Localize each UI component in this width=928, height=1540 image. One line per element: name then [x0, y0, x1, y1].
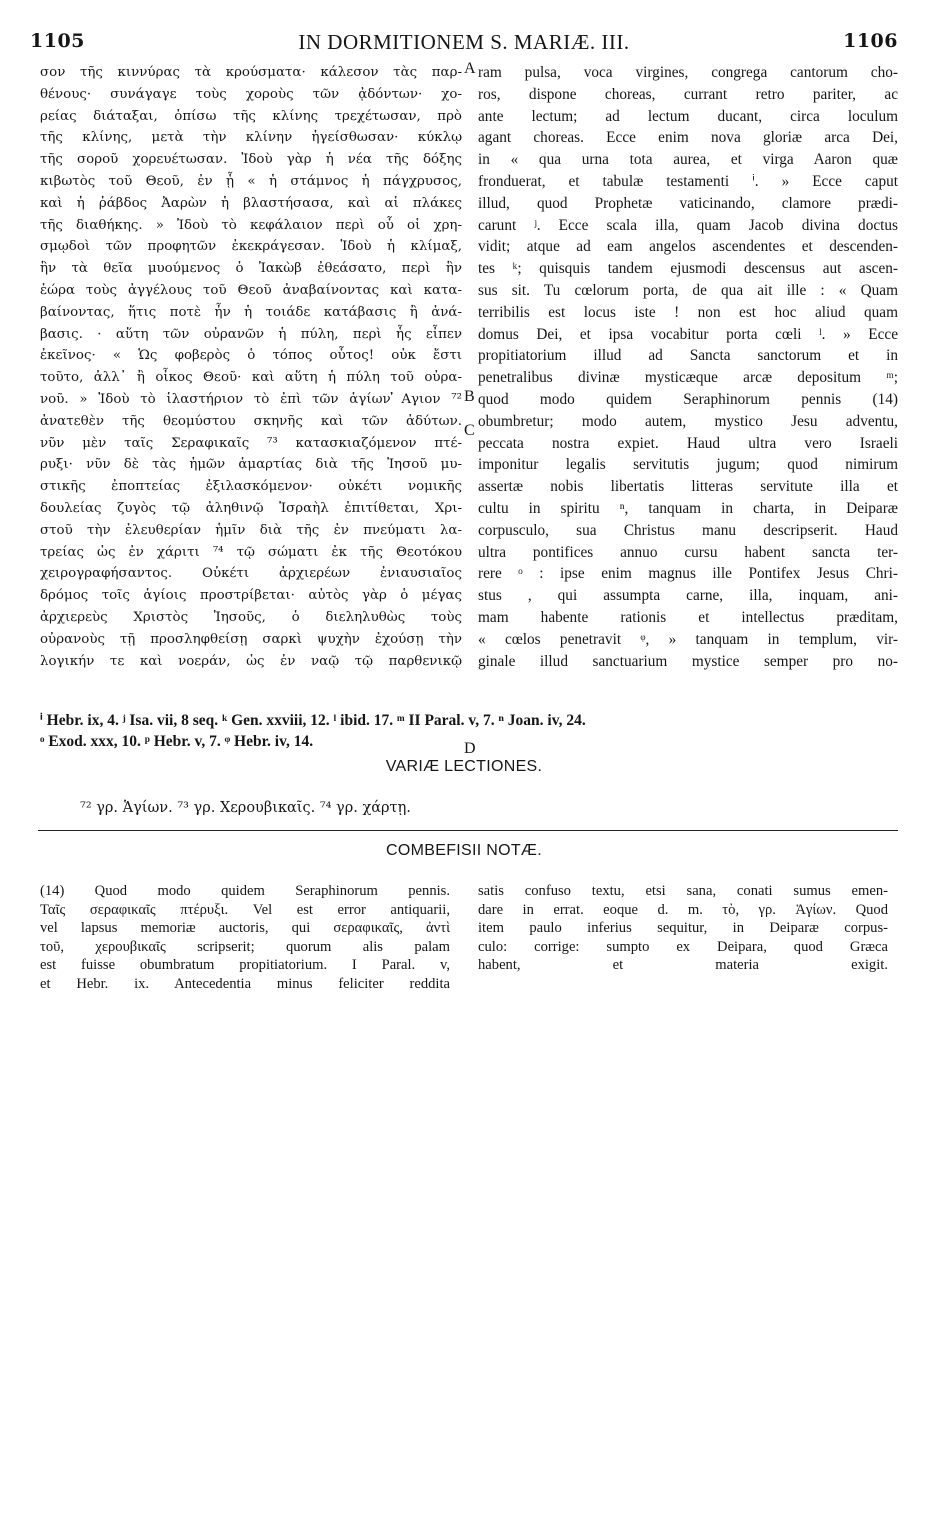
text-line: ἐκεῖνος· « Ὡς φοβερὸς ὁ τόπος οὗτος! οὐκ ἔστι — [40, 348, 462, 364]
text-line: ante lectum; ad lectum ducant, circa loculum — [478, 107, 898, 125]
text-line: ἑώρα τοὺς ἀγγέλους τοῦ Θεοῦ ἀναβαίνοντας καὶ κατα- — [40, 282, 462, 298]
latin-text-column — [478, 62, 898, 670]
text-line: βαίνοντας, ἥτις ποτὲ ἦν ἡ τοιάδε κατάβασις ἢ ἀνά- — [40, 304, 462, 320]
text-line: fronduerat, et tabulæ testamenti ⁱ. » Ecce caput — [478, 172, 898, 190]
text-line: sus sit. Tu cœlorum porta, de qua ait ille : « Quam — [478, 281, 898, 299]
text-line: στοῦ τὴν ἐλευθερίαν ἡμῖν διὰ τῆς ἐν πνεύματι λα- — [40, 522, 462, 538]
margin-letter-a: A — [464, 60, 476, 77]
text-line: τοῦτο, ἀλλ᾽ ἢ οἶκος Θεοῦ· καὶ αὕτη ἡ πύλη τοῦ οὐρα- — [40, 370, 462, 386]
text-line: (14) Quod modo quidem Seraphinorum pennis. — [40, 883, 450, 899]
text-line: illud, quod Prophetæ vaticinando, clamore prædi- — [478, 194, 898, 212]
text-line: ros, dispone choreas, currant retro pariter, ac — [478, 85, 898, 103]
text-line: agant choreas. Ecce enim nova gloriæ arca Dei, — [478, 129, 898, 147]
text-line: corpusculo, sua Christus manu descripserit. Haud — [478, 521, 898, 539]
text-line: τοῦ, χερουβικαῖς scripserit; quorum alis palam — [40, 938, 450, 955]
footnote-line: ⁱ Hebr. ix, 4. ʲ Isa. vii, 8 seq. ᵏ Gen. xxviii, 12. ˡ ibid. 17. ᵐ II Paral. v, 7. ⁿ Joan. iv, 24. — [40, 712, 586, 729]
text-line: νοῦ. » Ἰδοὺ τὸ ἱλαστήριον τὸ ἐπὶ τῶν ἁγίων ̓̓Αγιον ⁷² — [40, 391, 462, 407]
text-line: vidit; atque ad eam angelos ascendentes et descenden- — [478, 238, 898, 256]
text-line: est fuisse obumbratum propitiatorium. I Paral. v, — [40, 957, 450, 974]
text-line: χειρογραφήσαντος. Οὐκέτι ἀρχιερέων ἐνιαυσιαῖος — [40, 566, 462, 582]
page-number-left: 1105 — [30, 30, 85, 52]
text-line: ρείας διάταξαι, ὀπίσω τῆς κλίνης τρεχέτωσαν, πρὸ — [40, 108, 462, 124]
notes-column-left — [40, 882, 450, 994]
text-line: τῆς σοροῦ χορευέτωσαν. Ἰδοὺ γὰρ ἡ νέα τῆς δόξης — [40, 152, 462, 168]
text-line: νῦν μὲν ταῖς Σεραφικαῖς ⁷³ κατασκιαζόμενον πτέ- — [40, 435, 462, 451]
text-line: ultra pontifices annuo cursu habent sancta ter- — [478, 543, 898, 561]
section-rule — [38, 830, 898, 831]
text-line: domus Dei, et ipsa vocabitur porta cœli ˡ. » Ecce — [478, 325, 898, 343]
text-line: terribilis est locus iste ! non est hoc aliud quam — [478, 303, 898, 321]
text-line: in « qua urna tota aurea, et virga Aaron quæ — [478, 151, 898, 169]
text-line: δρόμος τοῖς ἁγίοις προστρίβεται· αὐτὸς γὰρ ὁ μέγας — [40, 588, 462, 604]
text-line: peccata nostra expiet. Haud ultra vero Israeli — [478, 434, 898, 452]
text-line: stus , qui assumpta carne, illa, inquam, ani- — [478, 587, 898, 605]
text-line: carunt ʲ. Ecce scala illa, quam Jacob divina doctus — [478, 216, 898, 234]
text-line: Ταῖς σεραφικαῖς πτέρυξι. Vel est error antiquarii, — [40, 901, 450, 918]
text-line: θένους· συνάγαγε τοὺς χοροὺς τῶν ᾀδόντων· χο- — [40, 86, 462, 102]
text-line: ginale illud sanctuarium mystice semper pro no- — [478, 652, 898, 670]
text-line: penetralibus divinæ mysticæque arcæ depositum ᵐ; — [478, 369, 898, 387]
text-line: ram pulsa, voca virgines, congrega cantorum cho- — [478, 64, 898, 81]
text-line: ἀνατεθὲν τῆς θεομύστου σκηνῆς καὶ τῶν ἀδύτων. — [40, 413, 462, 429]
text-line: τῆς διαθήκης. » Ἰδοὺ τὸ κεφάλαιον περὶ οὗ οἱ χρη- — [40, 217, 462, 233]
text-line: στικῆς ἐποπτείας ἐξιλασκόμενον· οὐκέτι νομικῆς — [40, 479, 462, 495]
text-line: σον τῆς κιννύρας τὰ κρούσματα· κάλεσον τὰς παρ- — [40, 65, 462, 80]
text-line: σμῳδοὶ τῶν προφητῶν ἐκεκράγεσαν. Ἰδοὺ ἡ κλίμαξ, — [40, 239, 462, 255]
text-line: culo: corrige: sumpto ex Deipara, quod Græca — [478, 938, 888, 955]
text-line: imponitur legalis servitutis jugum; quod nimirum — [478, 456, 898, 474]
text-line: τῆς κλίνης, μετὰ τὴν κλίνην ἡγείσθωσαν· κύκλῳ — [40, 130, 462, 146]
text-line: item paulo inferius sequitur, in Deiparæ corpus- — [478, 920, 888, 937]
margin-letter-b: B — [464, 388, 475, 405]
text-line: et Hebr. ix. Antecedentia minus feliciter reddita — [40, 975, 450, 992]
margin-letter-d: D — [464, 740, 476, 757]
text-line: habent, et materia exigit. — [478, 957, 888, 974]
greek-text-column — [40, 62, 462, 670]
page-number-right: 1106 — [843, 30, 898, 52]
text-line: tes ᵏ; quisquis tandem ejusmodi descensus aut ascen- — [478, 260, 898, 278]
text-line: cultu in spiritu ⁿ, tanquam in charta, in Deiparæ — [478, 499, 898, 517]
running-title: IN DORMITIONEM S. MARIÆ. III. — [298, 30, 630, 54]
text-line: ἣν τὰ θεῖα μυούμενος ὁ Ἰακὼβ ἐθεάσατο, περὶ ἣν — [40, 261, 462, 277]
footnote-line: ᵒ Exod. xxx, 10. ᵖ Hebr. v, 7. ᵠ Hebr. iv, 14. — [40, 733, 314, 750]
text-line: « cœlos penetravit ᵠ, » tanquam in templum, vir- — [478, 630, 898, 648]
text-line: τρείας ὡς ἐν χάριτι ⁷⁴ τῷ σώματι ἐκ τῆς Θεοτόκου — [40, 544, 462, 560]
text-line: satis confuso textu, etsi sana, conati sumus emen- — [478, 883, 888, 899]
text-line: quod modo quidem Seraphinorum pennis (14) — [478, 390, 898, 408]
text-line: ρυξι· νῦν δὲ τὰς ἡμῶν ἁμαρτίας διὰ τῆς Ἰησοῦ μυ- — [40, 457, 462, 473]
text-line: λογικήν τε καὶ νοεράν, ὡς ἐν ναῷ τῷ παρθενικῷ — [40, 653, 462, 669]
page-header — [0, 30, 928, 58]
variae-lectiones-text: ⁷² γρ. Ἁγίων. ⁷³ γρ. Χερουβικαῖς. ⁷⁴ γρ. χάρτῃ. — [80, 800, 411, 816]
text-line: rere ᵒ : ipse enim magnus ille Pontifex Jesus Chri- — [478, 565, 898, 583]
variae-lectiones-title: VARIÆ LECTIONES. — [385, 758, 543, 775]
combefisii-notae-title: COMBEFISII NOTÆ. — [386, 842, 542, 859]
text-line: assertæ nobis libertatis litteras servitute illa et — [478, 478, 898, 496]
text-line: ἀρχιερεὺς Χριστὸς Ἰησοῦς, ὁ διεληλυθὼς τοὺς — [40, 609, 462, 625]
text-line: dare in errat. eoque d. m. τὸ, γρ. Ἁγίων. Quod — [478, 901, 888, 918]
margin-letter-c: C — [464, 422, 475, 439]
text-line: obumbretur; modo autem, mystico Jesu adventu, — [478, 412, 898, 430]
text-line: οὐρανοὺς τῇ προσληφθείσῃ σαρκὶ ψυχὴν ἐχούσῃ τὴν — [40, 631, 462, 647]
text-line: κιβωτὸς τοῦ Θεοῦ, ἐν ᾗ « ἡ στάμνος ἡ πάγχρυσος, — [40, 173, 462, 189]
text-line: δουλείας ζυγὸς τῷ ἀληθινῷ Ἰσραὴλ ἐπιτίθεται, Χρι- — [40, 500, 462, 516]
text-line: mam habente rationis et intellectus præditam, — [478, 608, 898, 626]
text-line: βασις. · αὕτη τῶν οὐρανῶν ἡ πύλη, περὶ ἧς εἶπεν — [40, 326, 462, 342]
text-line: propitiatorium illud ad Sancta sanctorum et in — [478, 347, 898, 365]
text-line: καὶ ἡ ῥάβδος Ἀαρὼν ἡ βλαστήσασα, καὶ αἱ πλάκες — [40, 195, 462, 211]
text-line: vel lapsus memoriæ auctoris, qui σεραφικαῖς, ἀντὶ — [40, 920, 450, 937]
notes-column-right — [478, 882, 888, 975]
